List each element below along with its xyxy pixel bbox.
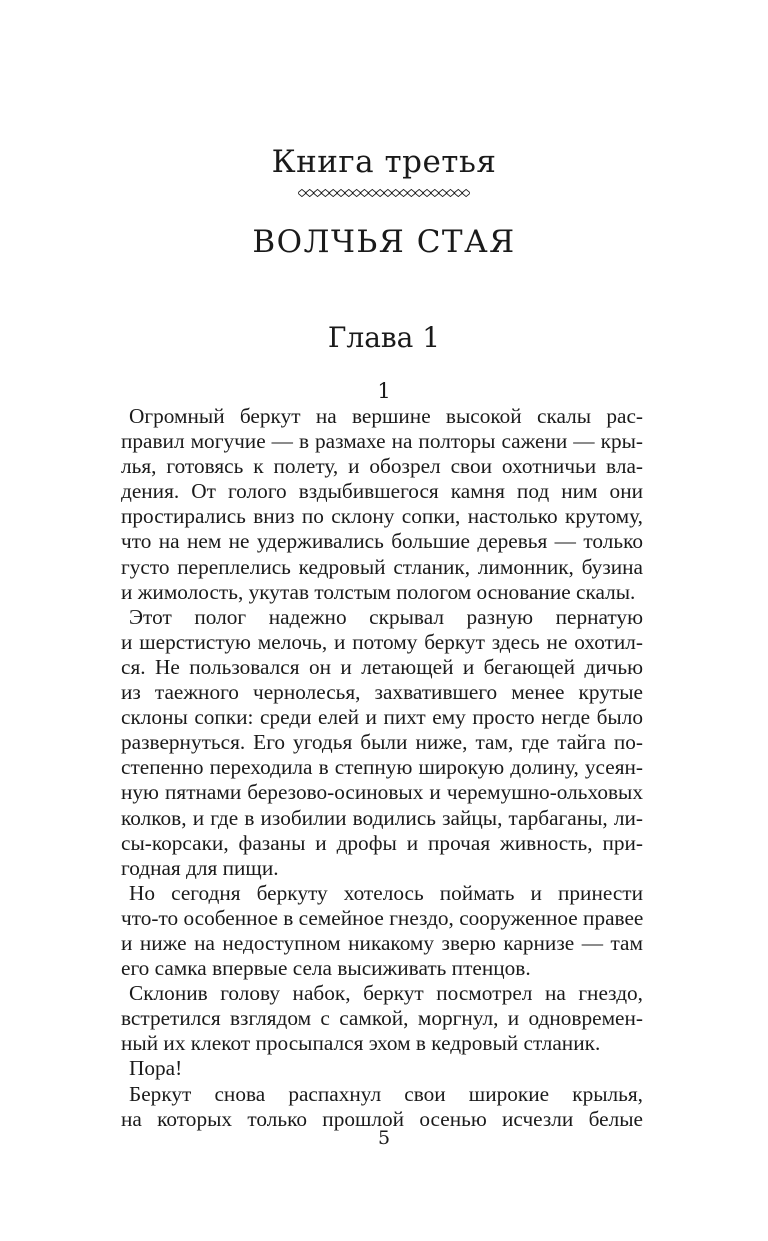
text-line: простирались вниз по склону сопки, настолько крутому, [121,504,643,529]
text-line: густо переплелись кедровый стланик, лимонник, бузина [121,554,643,579]
text-line: из таежного чернолесья, захватившего менее крутые [121,680,643,705]
chapter-title: Глава 1 [327,321,441,354]
text-line: на которых только прошлой осенью исчезли белые [121,1106,643,1131]
text-line: колков, и где в изобилии водились зайцы, тарбаганы, ли- [121,805,643,830]
text-line: склоны сопки: среди елей и пихт ему просто негде было [121,705,643,730]
text-line: развернуться. Его угодья были ниже, там, где тайга по- [121,730,643,755]
text-line: сы-корсаки, фазаны и дрофы и прочая живность, при- [121,830,643,855]
text-line: что-то особенное в семейное гнездо, сооруженное правее [121,905,644,930]
text-line: что на нем не удерживались большие деревья — только [121,529,643,554]
text-line: ся. Не пользовался он и летающей и бегающей дичью [121,654,643,679]
text-line: Огромный беркут на вершине высокой скалы рас- [129,404,643,428]
text-line: дения. От голого вздыбившегося камня под ним они [121,479,643,504]
page-number: 5 [377,1127,391,1149]
text-line: встретился взглядом с самкой, моргнул, и одновремен- [121,1006,643,1031]
text-line: степенно переходила в степную широкую долину, усеян- [121,755,643,780]
text-line: Беркут снова распахнул свои широкие крылья, [129,1081,643,1106]
text-line: лья, готовясь к полету, и обозрел свои охотничьи вла- [121,454,643,479]
text-line: Пора! [129,1056,183,1081]
text-line: и жимолость, укутав толстым пологом основание скалы. [121,579,636,604]
text-line: ную пятнами березово-осиновых и черемушно-ольховых [121,780,643,805]
text-line: и шерстистую мелочь, и потому беркут здесь не охотил- [121,629,643,654]
text-line: правил могучие — в размахе на полторы сажени — кры- [121,429,643,454]
section-number: 1 [377,379,391,403]
text-line: Этот полог надежно скрывал разную пернатую [129,604,643,629]
part-title: ВОЛЧЬЯ СТАЯ [252,224,516,260]
text-line: и ниже на недоступном никакому зверю карнизе — там [121,930,643,955]
diamond-chain-icon [298,186,470,200]
text-line: годная для пищи. [121,855,279,880]
text-line: Но сегодня беркуту хотелось поймать и принести [129,880,643,905]
text-line: его самка впервые села высиживать птенцов. [121,956,531,981]
text-line: Склонив голову набок, беркут посмотрел на гнездо, [129,981,643,1006]
body-text [121,404,643,1132]
text-line: ный их клекот просыпался эхом в кедровый стланик. [121,1031,601,1056]
book-title: Книга третья [271,144,497,180]
